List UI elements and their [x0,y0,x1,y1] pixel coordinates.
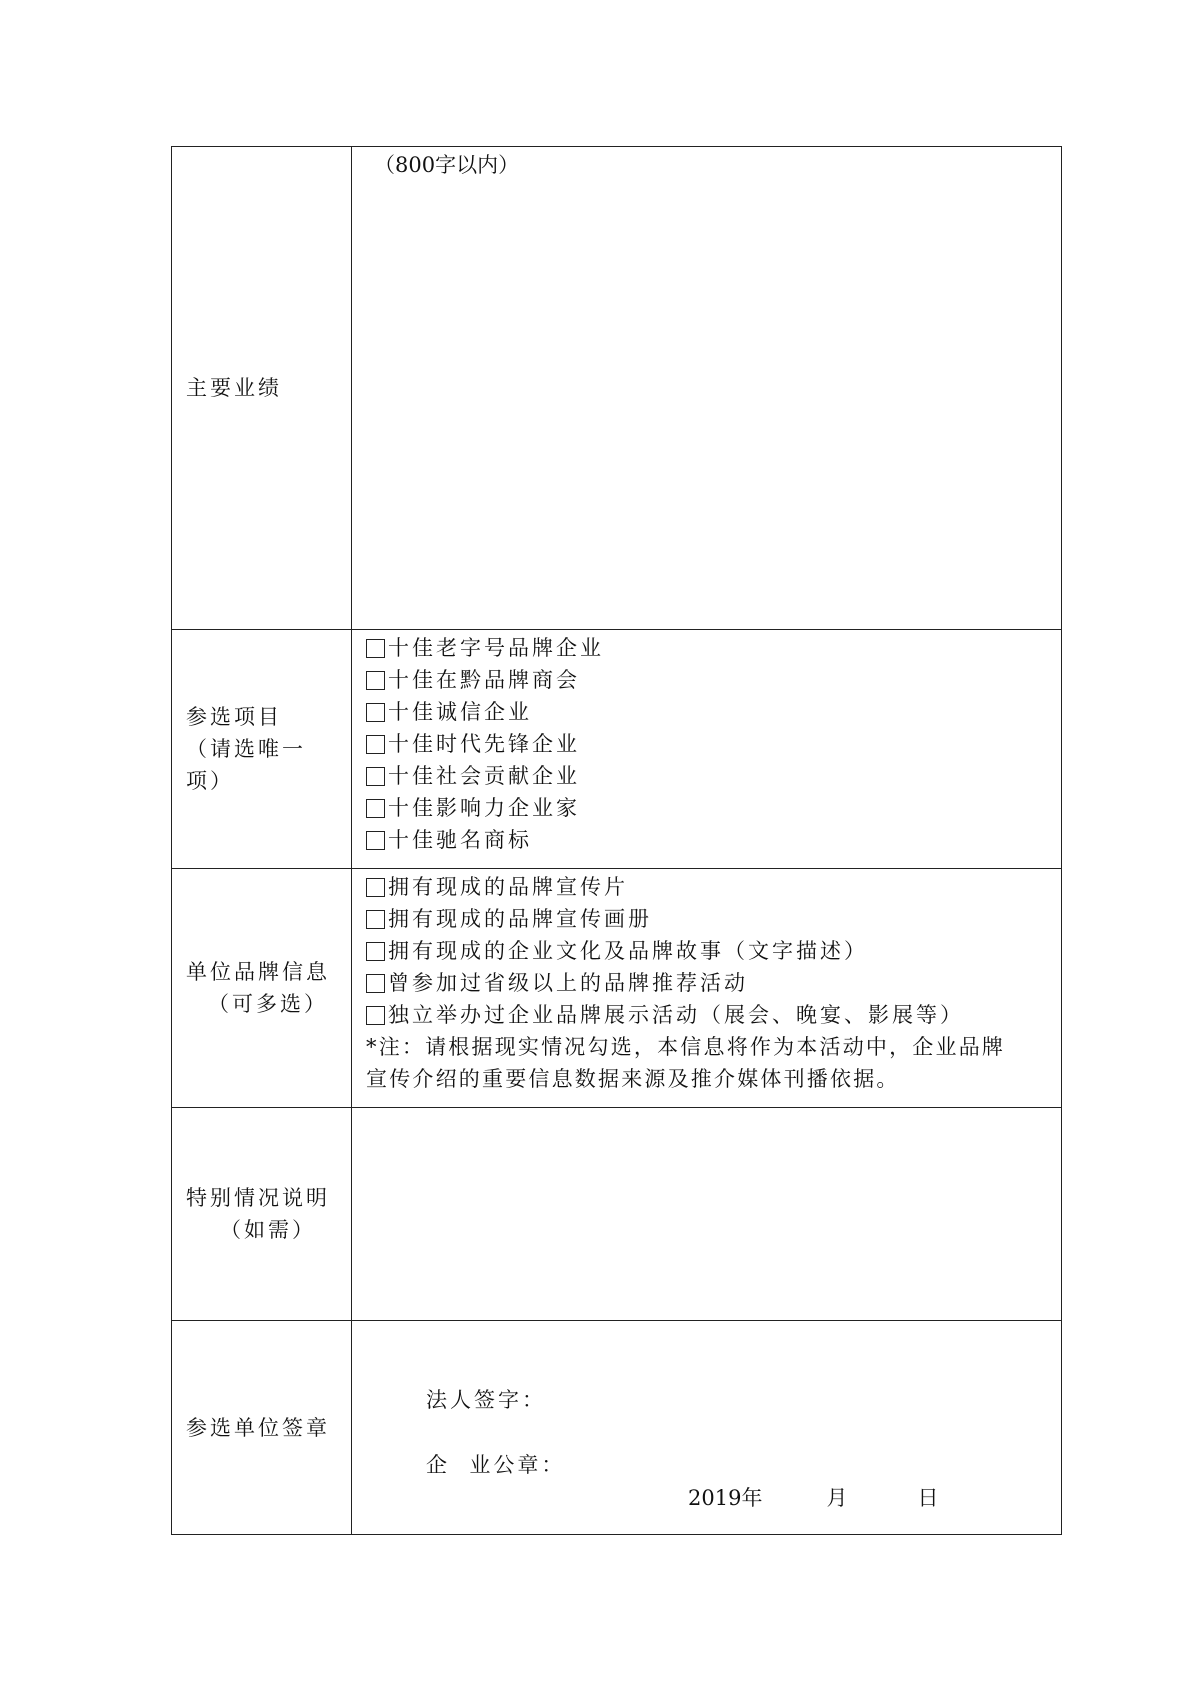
signature-date [688,1482,938,1514]
checkbox-icon[interactable] [366,831,385,850]
category-row [172,630,1062,869]
signature-label-cell [172,1321,352,1535]
category-option[interactable] [366,664,1047,696]
checkbox-icon[interactable] [366,799,385,818]
brand-info-row [172,869,1062,1108]
category-option-label: 十佳在黔品牌商会 [388,668,580,692]
signature-label: 参选单位签章 [186,1415,330,1440]
category-option-label: 十佳老字号品牌企业 [388,636,604,660]
performance-hint: （800字以内） [374,153,520,177]
category-label-cell [172,630,352,869]
performance-input-area[interactable] [352,147,1062,630]
checkbox-icon[interactable] [366,767,385,786]
special-label-line: 特别情况说明 [186,1186,330,1210]
category-option-label: 十佳诚信企业 [388,700,532,724]
checkbox-icon[interactable] [366,639,385,658]
category-label-line: 参选项目 [186,705,282,729]
category-option[interactable] [366,792,1047,824]
special-label-line: （如需） [220,1218,316,1242]
application-form-table [171,146,1062,1535]
category-label-line: （请选唯一 [186,737,306,761]
brand-info-option[interactable] [366,999,1047,1031]
signature-row [172,1321,1062,1535]
brand-info-note-line: *注：请根据现实情况勾选，本信息将作为本活动中，企业品牌 [366,1035,1006,1059]
company-seal-label: 企 业公章： [426,1453,566,1477]
category-options [352,630,1062,869]
brand-info-options [352,869,1062,1108]
brand-info-option-label: 曾参加过省级以上的品牌推荐活动 [388,971,748,995]
brand-info-label-line: 单位品牌信息 [186,960,330,984]
performance-label-cell [172,147,352,630]
brand-info-option-label: 拥有现成的品牌宣传片 [388,875,628,899]
checkbox-icon[interactable] [366,942,385,961]
brand-info-label-line: （可多选） [208,992,328,1016]
special-input-area[interactable] [352,1108,1062,1321]
checkbox-icon[interactable] [366,974,385,993]
category-option-label: 十佳影响力企业家 [388,796,580,820]
performance-label: 主要业绩 [186,376,282,400]
category-option-label: 十佳时代先锋企业 [388,732,580,756]
brand-info-label-cell [172,869,352,1108]
date-year: 2019年 [688,1486,763,1510]
performance-row [172,147,1062,630]
brand-info-option-label: 独立举办过企业品牌展示活动（展会、晚宴、影展等） [388,1003,964,1027]
checkbox-icon[interactable] [366,671,385,690]
category-option[interactable] [366,824,1047,856]
brand-info-note-line: 宣传介绍的重要信息数据来源及推介媒体刊播依据。 [366,1067,900,1091]
date-day: 日 [917,1486,939,1510]
checkbox-icon[interactable] [366,878,385,897]
legal-rep-signature-label: 法人签字： [426,1388,546,1412]
special-label-cell [172,1108,352,1321]
category-label-line: 项） [186,769,234,793]
category-option[interactable] [366,760,1047,792]
special-row [172,1108,1062,1321]
category-option[interactable] [366,728,1047,760]
date-month: 月 [826,1486,848,1510]
brand-info-option[interactable] [366,903,1047,935]
brand-info-option-label: 拥有现成的品牌宣传画册 [388,907,652,931]
signature-area[interactable] [352,1321,1062,1535]
checkbox-icon[interactable] [366,910,385,929]
category-option[interactable] [366,632,1047,664]
brand-info-option[interactable] [366,967,1047,999]
checkbox-icon[interactable] [366,1006,385,1025]
brand-info-option[interactable] [366,871,1047,903]
category-option[interactable] [366,696,1047,728]
brand-info-option[interactable] [366,935,1047,967]
checkbox-icon[interactable] [366,735,385,754]
category-option-label: 十佳社会贡献企业 [388,764,580,788]
checkbox-icon[interactable] [366,703,385,722]
brand-info-option-label: 拥有现成的企业文化及品牌故事（文字描述） [388,939,868,963]
category-option-label: 十佳驰名商标 [388,828,532,852]
